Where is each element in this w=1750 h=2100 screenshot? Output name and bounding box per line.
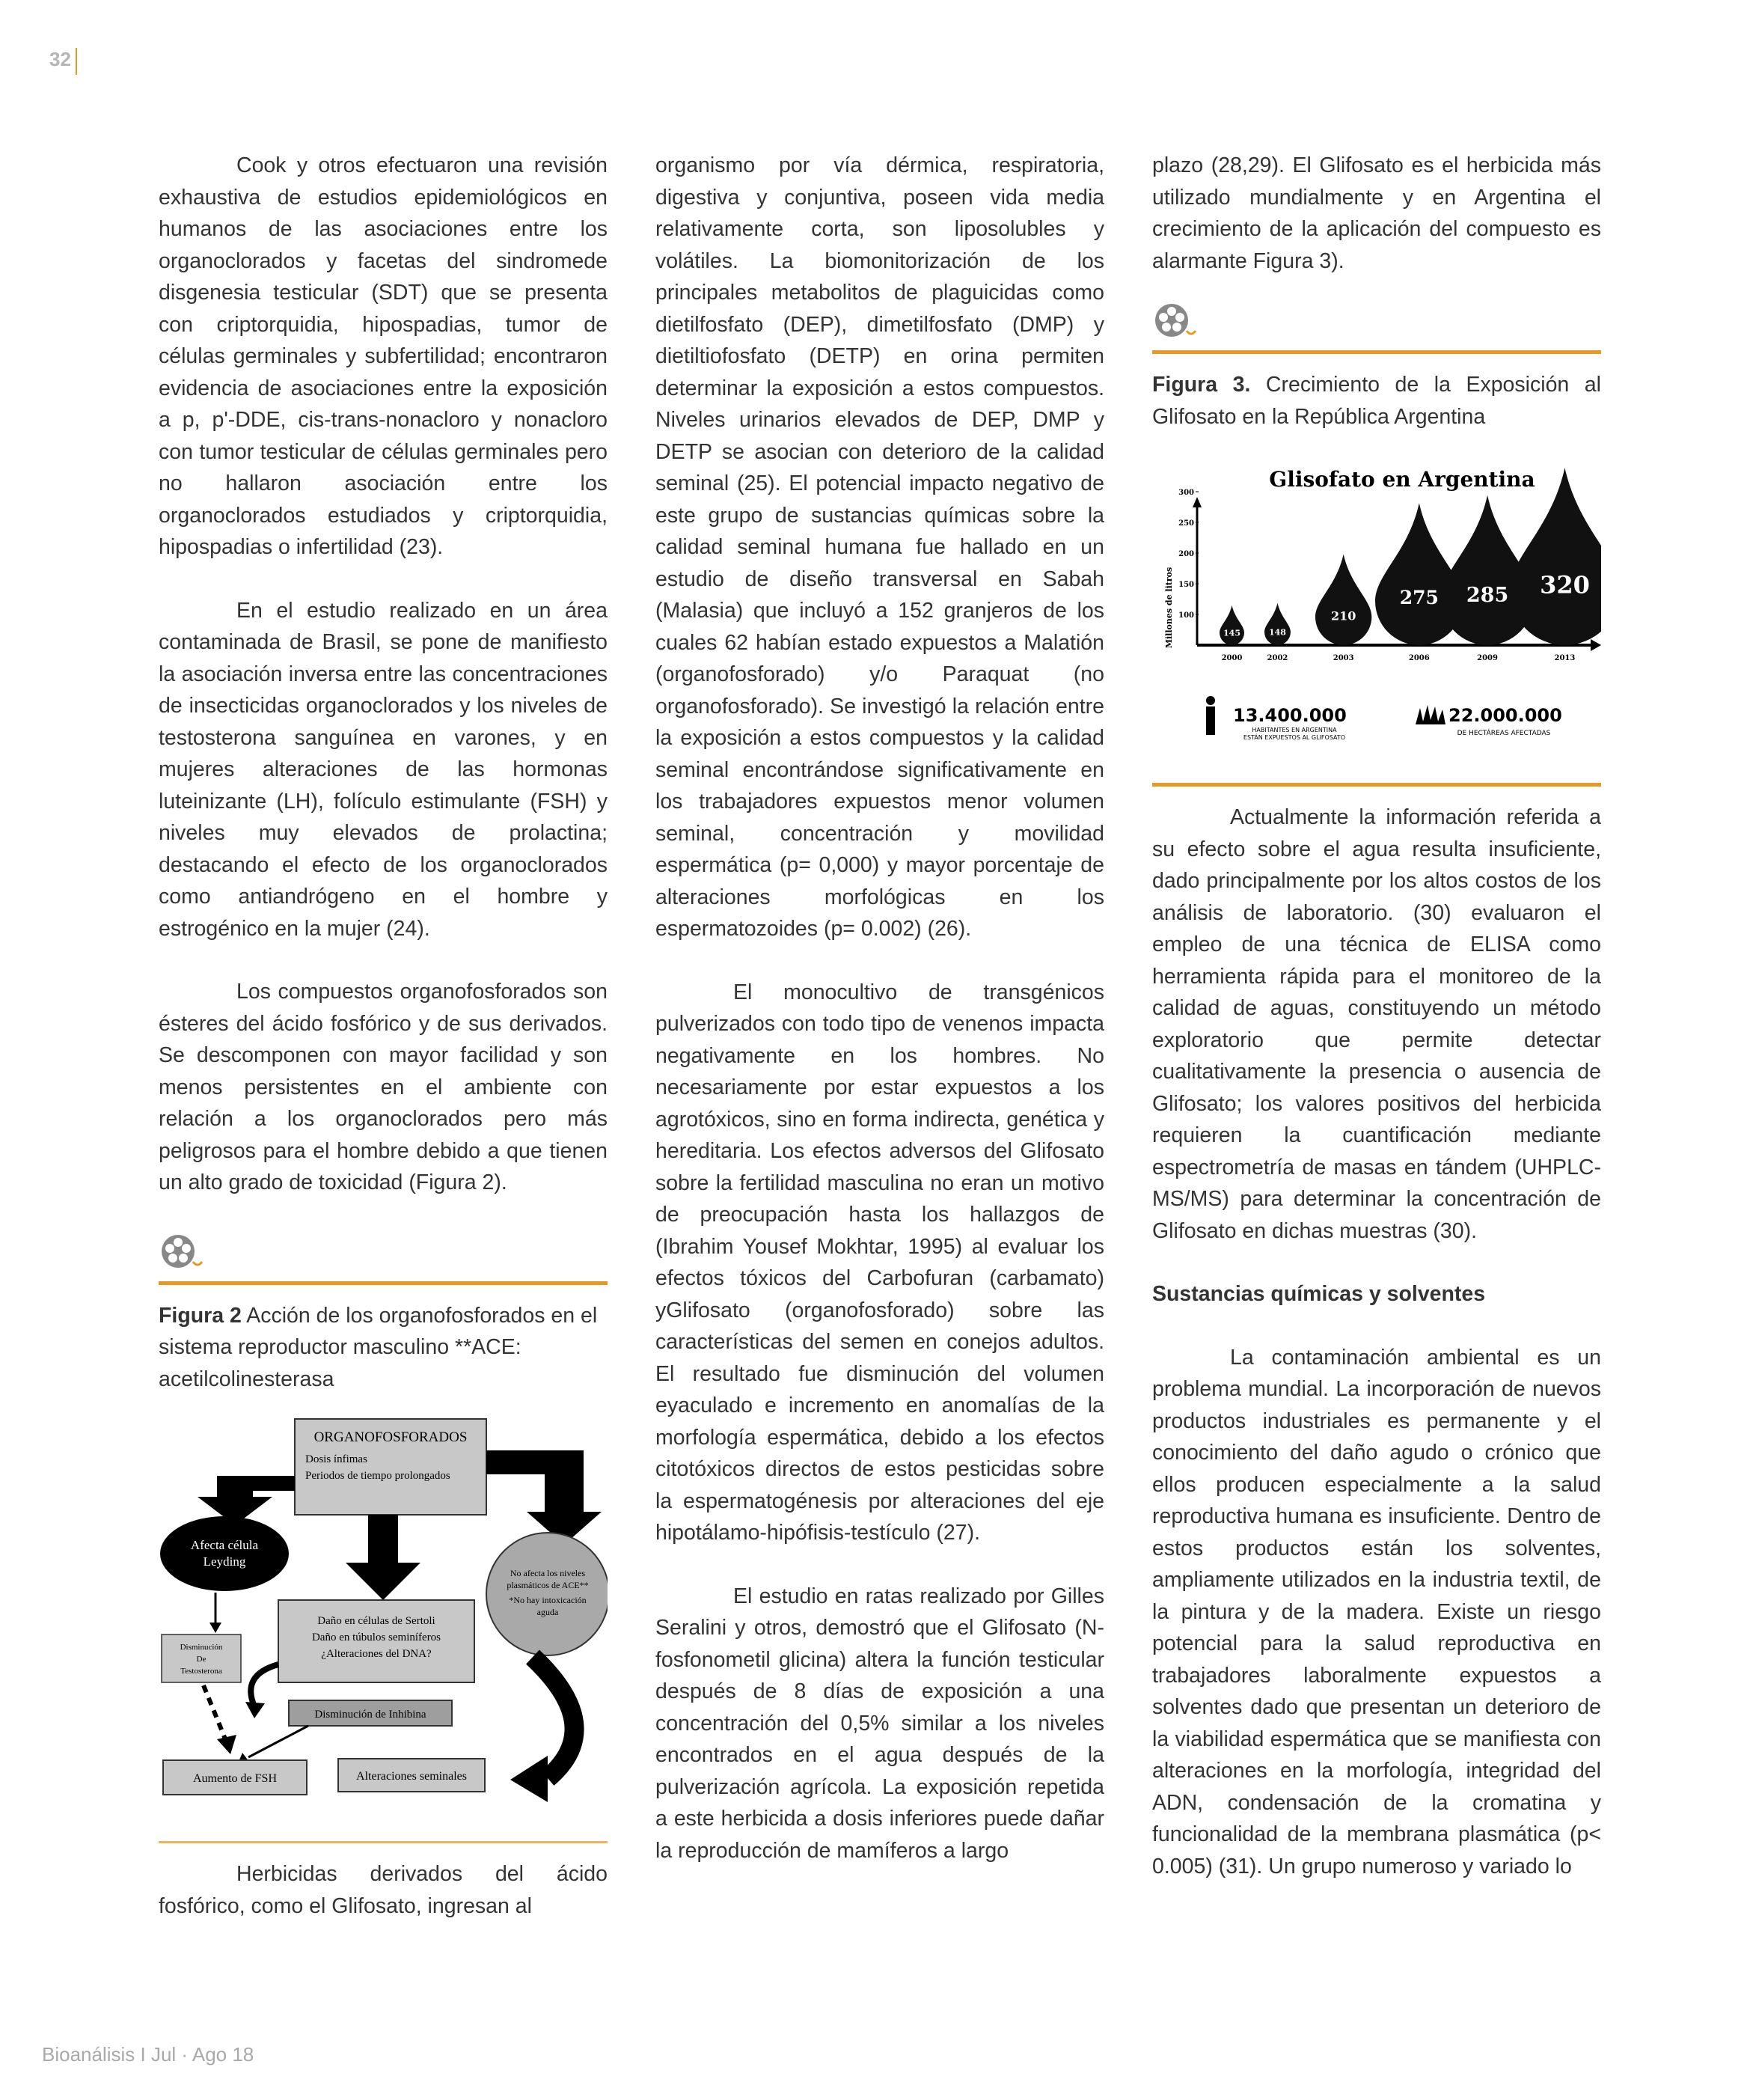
figure-2-diagram	[159, 1413, 608, 1832]
paragraph: En el estudio realizado en un área contaminada de Brasil, se pone de manifiesto la asociación inversa entre las concentraciones de insecticidas organoclorados y los niveles de testosterona sanguínea en varones, y en mujeres alteraciones de las hormonas luteinizante (LH), folículo estimulante (FSH) y niveles muy elevados de prolactina; destacando el efecto de los organoclorados como antiandrógeno en el hombre y estrogénico en la mujer (24).	[159, 598, 608, 941]
paragraph: Herbicidas derivados del ácido fosfórico, como el Glifosato, ingresan al	[159, 1862, 608, 1918]
paragraph: Actualmente la información referida a su efecto sobre el agua resulta insuficiente, dado principalmente por los altos costos de los análisis de laboratorio. (30) evaluaron el empleo de una técnica de ELISA como herramienta rápida para el monitoreo de la calidad de aguas, constituyendo un método exploratorio que permite detectar cualitativamente la presencia o ausencia de Glifosato; los valores positivos del herbicida requieren la cuantificación mediante espectrometría de masas en tándem (UHPLC-MS/MS) para determinar la concentración de Glifosato en dichas muestras (30).	[1152, 805, 1601, 1243]
arrow-right-bent	[486, 1450, 602, 1545]
diagram-box-title: ORGANOFOSFORADOS	[313, 1429, 468, 1445]
film-reel-icon	[159, 1232, 206, 1274]
figure-2-icon-row	[159, 1230, 608, 1275]
stat-hectares-label: DE HECTÁREAS AFECTADAS	[1457, 730, 1551, 737]
section-title: Sustancias químicas y solventes	[1152, 1282, 1486, 1306]
chart-x-tick-label: 2013	[1554, 654, 1576, 662]
chart-drop-label: 320	[1540, 570, 1590, 599]
chart-drop-label: 210	[1330, 608, 1356, 623]
figure-2-bottom-rule	[159, 1841, 608, 1843]
stat-hectares	[1416, 705, 1562, 737]
diagram-box-line: Alteraciones seminales	[356, 1770, 467, 1783]
stat-people-label: ESTÁN EXPUESTOS AL GLIFOSATO	[1243, 734, 1346, 741]
stat-people-label: HABITANTES EN ARGENTINA	[1252, 727, 1337, 733]
chart-y-tick-label: 300	[1178, 489, 1194, 497]
chart-drop	[1264, 603, 1291, 645]
figure-3-bottom-rule	[1152, 783, 1601, 787]
chart-drop	[1315, 555, 1371, 645]
column-1	[159, 150, 608, 1953]
figure-2-caption-text: Acción de los organofosforados en el sistema reproductor masculino **ACE: acetilcolinesterasa	[159, 1303, 598, 1391]
arrow-curved-small-head	[245, 1702, 265, 1718]
chart-drop-label: 285	[1466, 583, 1509, 607]
figure-3-label: Figura 3.	[1152, 373, 1251, 397]
figure-3-top-rule	[1152, 350, 1601, 354]
chart-drop-label: 275	[1399, 587, 1439, 609]
stat-people	[1206, 696, 1347, 741]
chart-drop-label: 145	[1223, 628, 1240, 638]
chart-x-tick-label: 2009	[1477, 654, 1498, 662]
chart-drops	[1220, 468, 1601, 645]
chart-title: Glisofato en Argentina	[1269, 467, 1535, 492]
paragraph: Cook y otros efectuaron una revisión exhaustiva de estudios epidemiológicos en humanos de las asociaciones entre los organoclorados y facetas del sindromede disgenesia testicular (SDT) que se presenta con criptorquidia, hipospadias, tumor de células germinales y subfertilidad; encontraron evidencia de asociaciones entre la exposición a p, p'-DDE, cis-trans-nonacloro y nonacloro con tumor testicular de células germinales pero no hallaron asociación entre los organoclorados estudiados y criptorquidia, hipospadias o infertilidad (23).	[159, 153, 608, 559]
chart-drop	[1510, 468, 1601, 645]
arrow-curved-large	[533, 1657, 575, 1778]
arrow-dashed-head	[217, 1735, 236, 1754]
diagram-circle-ace	[486, 1533, 608, 1655]
paragraph: Los compuestos organofosforados son ésteres del ácido fosfórico y de sus derivados. Se descomponen con mayor facilidad y son menos persistentes en el ambiente con relación a los organoclorados pero más peligrosos para el hombre debido a que tienen un alto grado de toxicidad (Figura 2).	[159, 980, 608, 1194]
diagram-box-line: Testosterona	[180, 1667, 222, 1676]
diagram-circle-text: *No hay intoxicación	[509, 1595, 587, 1605]
grass-icon	[1416, 705, 1445, 724]
chart-x-tick-label: 2006	[1408, 654, 1430, 662]
figure-2-top-rule	[159, 1281, 608, 1285]
figure-3-icon-row	[1152, 299, 1601, 344]
diagram-circle-text: plasmáticos de ACE**	[507, 1580, 589, 1590]
figure-2-label: Figura 2	[159, 1303, 242, 1328]
arrow-dashed	[204, 1685, 226, 1741]
paragraph: organismo por vía dérmica, respiratoria, digestiva y conjuntiva, poseen vida media relativamente corta, son liposolubles y volátiles. La biomonitorización de los principales metabolitos de plaguicidas como dietilfosfato (DEP), dimetilfosfato (DMP) y dietiltiofosfato (DETP) en orina permiten determinar la exposición a estos compuestos. Niveles urinarios elevados de DEP, DMP y DETP se asocian con deterioro de la calidad seminal (25). El potencial impacto negativo de este grupo de sustancias químicas sobre la calidad seminal humana fue hallado en un estudio de diseño transversal en Sabah (Malasia) que incluyó a 152 granjeros de los cuales 62 habían estado expuestos a Malatión (organofosforado) y/o Paraquat (no organofosforado). Se investigó la relación entre la exposición a estos compuestos y la calidad seminal encontrándose significativamente en los trabajadores expuestos menor volumen seminal, concentración y movilidad espermática (p= 0,000) y mayor porcentaje de alteraciones morfológicas en los espermatozoides (p= 0.002) (26).	[655, 153, 1104, 941]
column-3	[1152, 150, 1601, 1914]
page-number: 32	[49, 48, 71, 70]
diagram-box-line: Dosis ínfimas	[305, 1453, 367, 1465]
chart-y-ticks	[1178, 489, 1199, 620]
paragraph: El estudio en ratas realizado por Gilles Seralini y otros, demostró que el Glifosato (N-fosfonometil glicina) altera la función testicular después de 8 días de exposición a una concentración del 0,5% similar a los niveles encontrados en el agua después de la pulverización agrícola. La exposición repetida a este herbicida a dosis inferiores puede dañar la reproducción de mamíferos a largo	[655, 1584, 1104, 1863]
stat-people-value: 13.400.000	[1233, 705, 1347, 726]
diagram-box-line: Daño en túbulos seminíferos	[311, 1632, 441, 1643]
figure-3-caption	[1152, 369, 1601, 433]
chart-x-tick-label: 2000	[1221, 654, 1243, 662]
diagram-box-line: ¿Alteraciones del DNA?	[321, 1648, 432, 1660]
chart-y-axis-arrow	[1193, 497, 1202, 507]
stat-hectares-value: 22.000.000	[1448, 705, 1562, 726]
diagram-ellipse-text: Leyding	[203, 1554, 246, 1569]
arrow-thin-head	[209, 1623, 221, 1633]
chart-x-tick-label: 2002	[1267, 654, 1288, 662]
arrow-curved-small	[251, 1664, 278, 1706]
diagram-box-line: De	[196, 1655, 206, 1664]
arrow-center-down	[346, 1515, 420, 1600]
chart-y-tick-label: 250	[1178, 519, 1194, 528]
chart-x-axis-arrow	[1591, 639, 1601, 651]
figure-3-chart	[1152, 451, 1601, 780]
chart-x-tick-label: 2003	[1333, 654, 1354, 662]
paragraph: plazo (28,29). El Glifosato es el herbicida más utilizado mundialmente y en Argentina el crecimiento de la aplicación del compuesto es alarmante Figura 3).	[1152, 153, 1601, 273]
chart-ylabel: Millones de litros	[1164, 567, 1174, 649]
diagram-circle-text: aguda	[536, 1607, 559, 1617]
person-icon-head	[1206, 696, 1215, 705]
diagram-box-line: Disminución	[180, 1643, 223, 1652]
figure-3-caption-text: Crecimiento de la Exposición al Glifosato en la República Argentina	[1152, 373, 1601, 429]
film-reel-icon	[1152, 301, 1200, 343]
diagram-ellipse-text: Afecta célula	[190, 1538, 259, 1552]
chart-y-tick-label: 150	[1178, 581, 1194, 589]
chart-drop	[1220, 605, 1244, 645]
figure-2-caption	[159, 1300, 608, 1396]
diagram-box-line: Disminución de Inhibina	[314, 1709, 426, 1721]
person-icon-body	[1206, 706, 1215, 735]
diagram-box-line: Aumento de FSH	[193, 1772, 277, 1785]
paragraph: El monocultivo de transgénicos pulverizados con todo tipo de venenos impacta negativamente en los hombres. No necesariamente por estar expuestos a los agrotóxicos, sino en forma indirecta, genética y hereditaria. Los efectos adversos del Glifosato sobre la fertilidad masculina no eran un motivo de preocupación hasta los hallazgos de (Ibrahim Yousef Mokhtar, 1995) al evaluar los efectos tóxicos del Carbofuran (carbamato) yGlifosato (organofosforado) sobre las características del semen en conejos adultos. El resultado fue disminución del volumen eyaculado e incremento en anomalías de la morfología espermática, debido a los efectos citotóxicos directos de estos pesticidas sobre la espermatogénesis por alteraciones del eje hipotálamo-hipófisis-testículo (27).	[655, 980, 1104, 1545]
diagram-box-line: Daño en células de Sertoli	[317, 1615, 435, 1627]
chart-x-ticks	[1222, 654, 1576, 662]
chart-y-tick-label: 200	[1178, 550, 1194, 558]
paragraph: La contaminación ambiental es un problema mundial. La incorporación de nuevos productos industriales es permanente y el conocimiento del daño agudo o crónico que ellos producen especialmente a la salud reproductiva humana es insuficiente. Dentro de estos productos están los solventes, ampliamente utilizados en la industria textil, de la pintura y de la madera. Existe un riesgo potencial para la salud reproductiva en trabajadores laboralmente expuestos a solventes dado que presentan un deterioro de la viabilidad espermática que se manifiesta con alteraciones en la morfología, integridad del ADN, condensación de la cromatina y funcionalidad de la membrana plasmática (p< 0.005) (31). Un grupo numeroso y variado lo	[1152, 1345, 1601, 1878]
arrow-thin-diag	[248, 1726, 308, 1757]
chart-drop-label: 148	[1268, 627, 1286, 638]
diagram-ellipse-leyding	[160, 1516, 289, 1591]
diagram-box-line: Periodos de tiempo prolongados	[305, 1470, 450, 1482]
column-2	[655, 150, 1104, 1898]
diagram-circle-text: No afecta los niveles	[510, 1568, 586, 1578]
chart-y-tick-label: 100	[1178, 611, 1194, 620]
arrow-curved-large-head	[510, 1756, 548, 1802]
footer: Bioanálisis I Jul · Ago 18	[42, 2043, 254, 2066]
